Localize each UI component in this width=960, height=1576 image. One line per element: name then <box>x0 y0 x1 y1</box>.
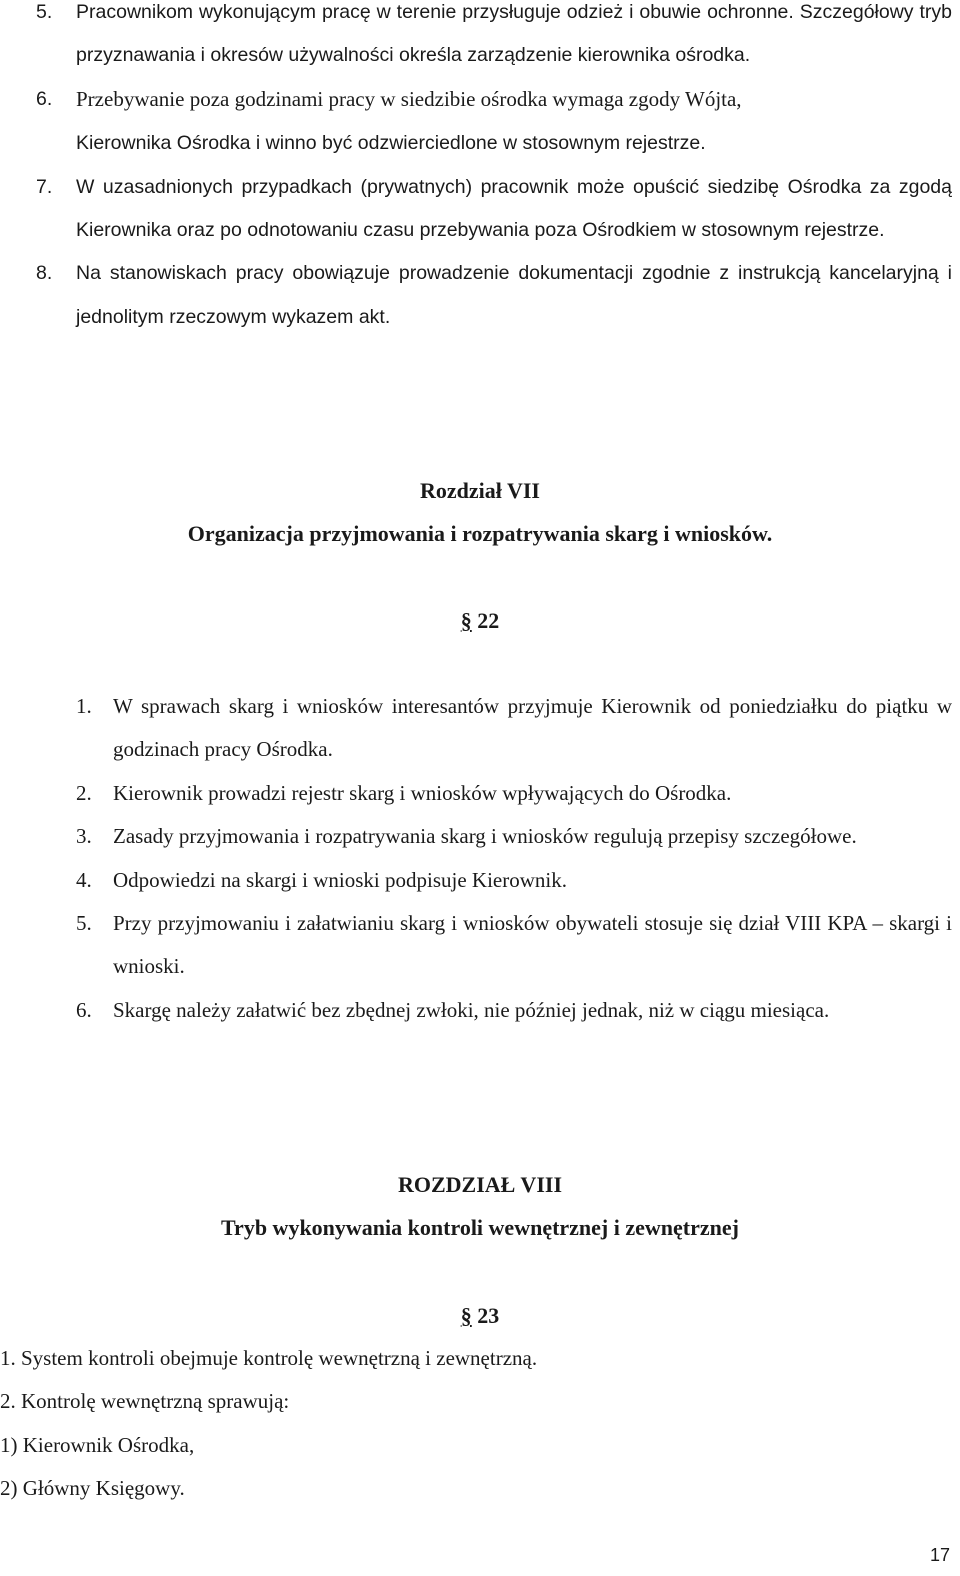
list-item: 1. System kontroli obejmuje kontrolę wewnętrzną i zewnętrzną. <box>0 1346 538 1370</box>
item-number: 1. <box>76 694 92 718</box>
paragraph-symbol: § <box>460 1303 472 1328</box>
list-item <box>36 166 952 253</box>
item-text: W sprawach skarg i wniosków interesantów przyjmuje Kierownik od poniedziałku do piątku w godzinach pracy Ośrodka. <box>113 694 952 762</box>
list-item <box>76 685 952 772</box>
item-number: 3. <box>76 824 92 849</box>
item-text: Na stanowiskach pracy obowiązuje prowadzenie dokumentacji zgodnie z instrukcją kancelaryjną i jednolitym rzeczowym wykazem akt. <box>76 262 952 328</box>
chapter-8-title: ROZDZIAŁ VIII <box>397 1172 563 1197</box>
list-item <box>36 0 952 78</box>
item-number: 5. <box>36 1 53 23</box>
section-top-list <box>36 0 952 339</box>
item-text <box>76 78 952 166</box>
list-item <box>36 78 952 166</box>
item-text: Skargę należy załatwić bez zbędnej zwłoki, nie później jednak, niż w ciągu miesiąca. <box>113 997 830 1022</box>
item-text: W uzasadnionych przypadkach (prywatnych) pracownik może opuścić siedzibę Ośrodka za zgodą Kierownika oraz po odnotowaniu czasu przebywania poza Ośrodkiem w stosownym rejestrze. <box>76 175 952 242</box>
list-item <box>76 902 952 989</box>
item-number: 2. <box>76 780 92 805</box>
item-text: Odpowiedzi na skargi i wnioski podpisuje Kierownik. <box>113 867 567 892</box>
paragraph-22-list <box>76 685 952 1032</box>
item-text: Pracownikom wykonującym pracę w terenie przysługuje odzież i obuwie ochronne. Szczegółowy tryb przyznawania i okresów używalności określa zarządzenie kierownika ośrodka. <box>76 1 952 67</box>
list-item <box>76 859 952 902</box>
item-number: 8. <box>36 262 53 285</box>
page-number: 17 <box>929 1545 950 1565</box>
item-text-line2: Kierownika Ośrodka i winno być odzwierciedlone w stosownym rejestrze. <box>76 132 706 155</box>
list-item <box>36 252 952 339</box>
paragraph-22-heading <box>0 599 960 642</box>
item-number: 6. <box>76 997 92 1022</box>
item-text: Kierownik prowadzi rejestr skarg i wniosków wpływających do Ośrodka. <box>113 780 732 805</box>
paragraph-number: 23 <box>477 1303 500 1328</box>
item-number: 6. <box>36 87 53 110</box>
list-item: 2. Kontrolę wewnętrzną sprawują: <box>0 1389 290 1414</box>
item-text: Zasady przyjmowania i rozpatrywania skarg i wniosków regulują przepisy szczegółowe. <box>113 824 857 849</box>
item-number: 7. <box>36 175 53 198</box>
chapter-8-subtitle: Tryb wykonywania kontroli wewnętrznej i zewnętrznej <box>221 1215 739 1240</box>
list-item <box>76 815 952 858</box>
item-number: 5. <box>76 911 92 936</box>
paragraph-23-list <box>0 1337 960 1511</box>
chapter-7-title: Rozdział VII <box>420 478 540 503</box>
paragraph-symbol: § <box>460 608 472 633</box>
item-text: Przy przyjmowaniu i załatwianiu skarg i wniosków obywateli stosuje się dział VIII KPA – skargi i wnioski. <box>113 911 952 979</box>
list-item: 1) Kierownik Ośrodka, <box>0 1432 195 1457</box>
list-item <box>76 772 952 815</box>
item-number: 4. <box>76 867 92 892</box>
chapter-7-subtitle: Organizacja przyjmowania i rozpatrywania skarg i wniosków. <box>187 521 773 546</box>
paragraph-number: 22 <box>477 608 500 633</box>
paragraph-23-heading <box>0 1294 960 1337</box>
list-item: 2) Główny Księgowy. <box>0 1476 185 1501</box>
item-text-line1: Przebywanie poza godzinami pracy w siedzibie ośrodka wymaga zgody Wójta, <box>76 86 742 111</box>
list-item <box>76 989 952 1032</box>
